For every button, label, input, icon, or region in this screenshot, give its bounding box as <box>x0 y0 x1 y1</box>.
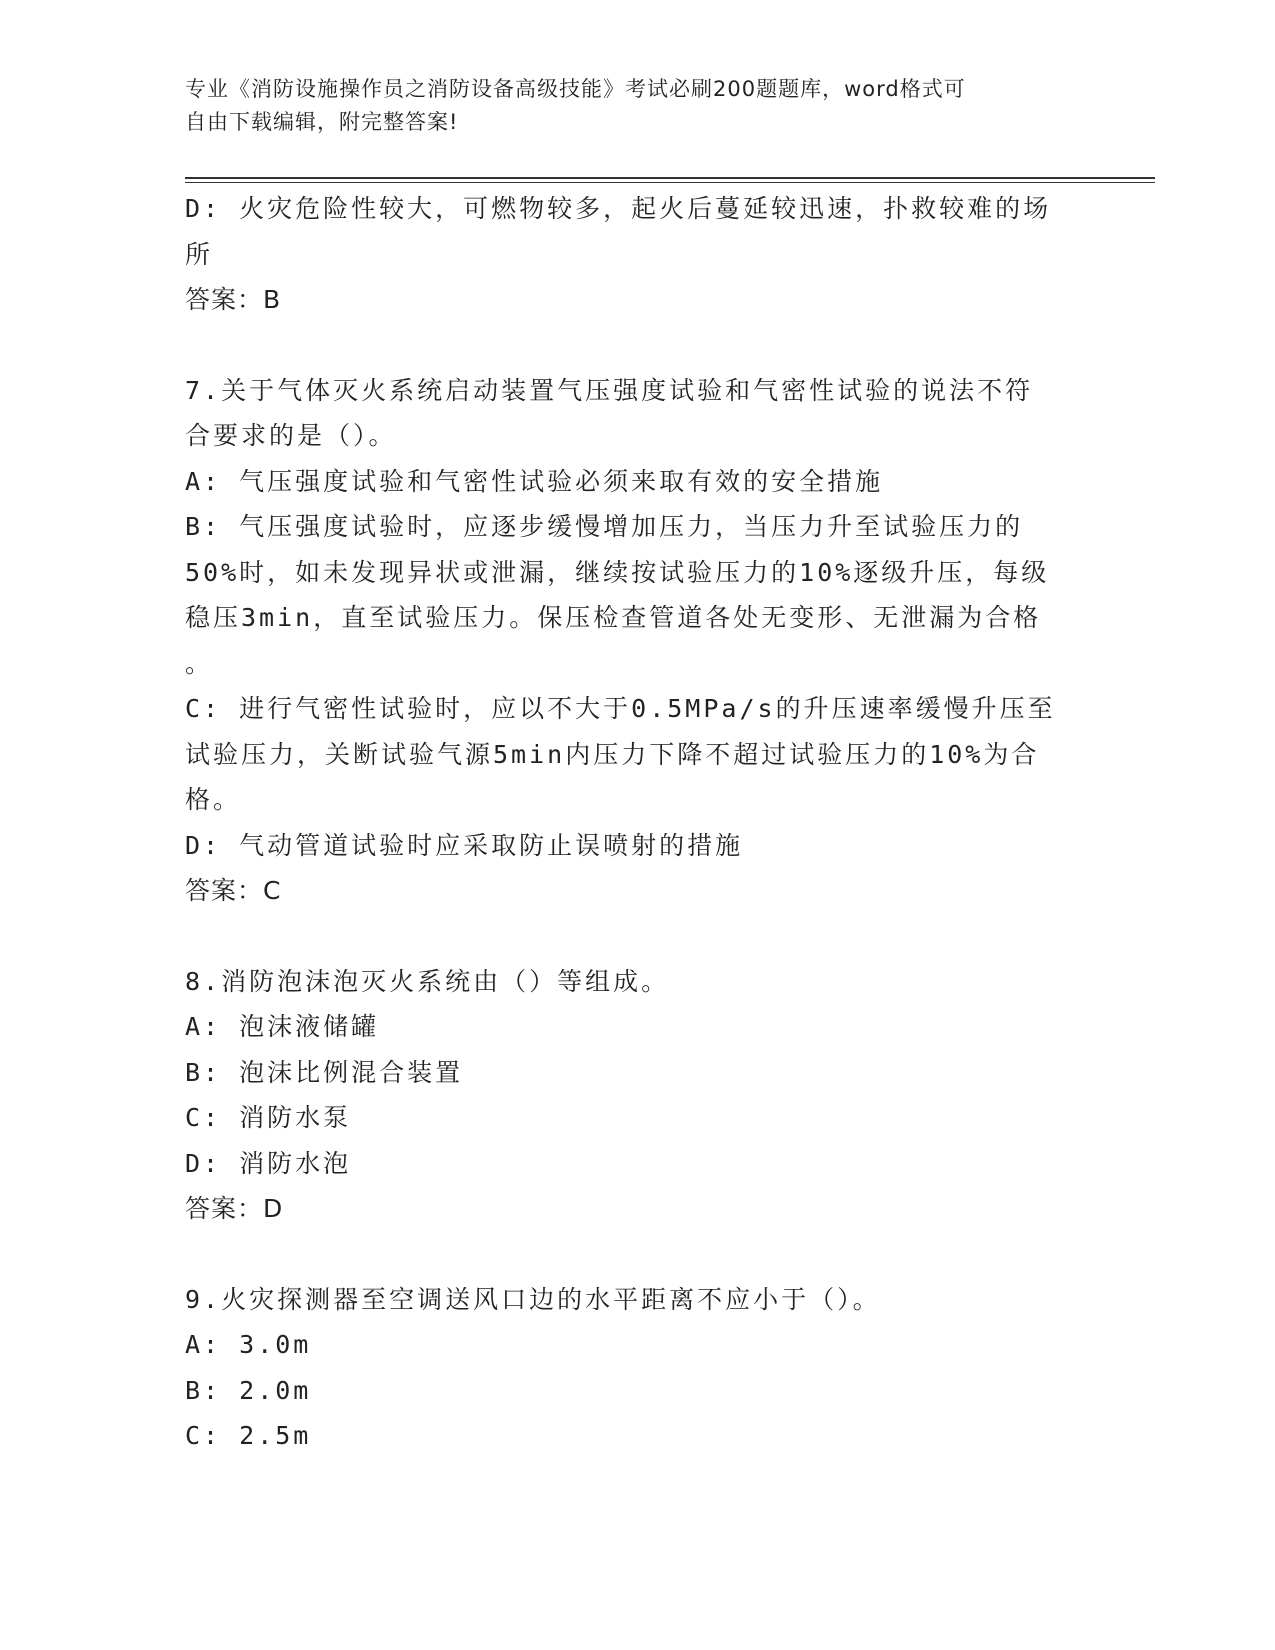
answer-label: 答案：D <box>185 1194 284 1223</box>
option-d-line-1: D: 火灾危险性较大，可燃物较多，起火后蔓延较迅速，扑救较难的场 <box>185 194 1052 223</box>
option-d-line-2: 所 <box>185 239 214 269</box>
option-b-line-4: 。 <box>185 648 214 678</box>
question-list <box>185 186 1065 1459</box>
question-spacer <box>185 1232 1065 1277</box>
document-page <box>185 0 1155 1650</box>
option-c: C: 消防水泵 <box>185 1103 352 1132</box>
option-c-line-3: 格。 <box>185 785 242 814</box>
question-6-tail <box>185 186 1065 323</box>
option-b: B: 泡沫比例混合装置 <box>185 1057 464 1087</box>
answer-label: 答案：B <box>185 285 282 314</box>
question-8 <box>185 959 1065 1232</box>
question-7 <box>185 368 1065 914</box>
option-c-line-2: 试验压力，关断试验气源5min内压力下降不超过试验压力的10%为合 <box>185 739 1040 769</box>
question-stem-line-2: 合要求的是（）。 <box>185 421 397 450</box>
question-9 <box>185 1277 1065 1459</box>
header-divider <box>185 177 1155 183</box>
option-b-line-1: B: 气压强度试验时，应逐步缓慢增加压力，当压力升至试验压力的 <box>185 512 1024 541</box>
document-header <box>185 73 1045 139</box>
question-spacer <box>185 323 1065 368</box>
question-stem-line-1: 7.关于气体灭火系统启动装置气压强度试验和气密性试验的说法不符 <box>185 375 1034 405</box>
option-b-line-3: 稳压3min，直至试验压力。保压检查管道各处无变形、无泄漏为合格 <box>185 603 1042 632</box>
option-a: A: 3.0m <box>185 1330 312 1359</box>
option-d: D: 消防水泡 <box>185 1148 352 1178</box>
answer-label: 答案：C <box>185 876 282 905</box>
option-c: C: 2.5m <box>185 1421 312 1450</box>
option-a: A: 泡沫液储罐 <box>185 1012 380 1041</box>
question-stem: 8.消防泡沫泡灭火系统由（）等组成。 <box>185 966 670 996</box>
header-line-2: 自由下载编辑，附完整答案! <box>185 110 459 134</box>
option-b-line-2: 50%时，如未发现异状或泄漏，继续按试验压力的10%逐级升压，每级 <box>185 557 1050 587</box>
question-stem: 9.火灾探测器至空调送风口边的水平距离不应小于（）。 <box>185 1284 881 1314</box>
option-a: A: 气压强度试验和气密性试验必须来取有效的安全措施 <box>185 466 884 496</box>
option-c-line-1: C: 进行气密性试验时，应以不大于0.5MPa/s的升压速率缓慢升压至 <box>185 694 1056 723</box>
header-line-1: 专业《消防设施操作员之消防设备高级技能》考试必刷200题题库，word格式可 <box>185 77 966 101</box>
option-b: B: 2.0m <box>185 1375 312 1405</box>
option-d: D: 气动管道试验时应采取防止误喷射的措施 <box>185 830 744 860</box>
question-spacer <box>185 914 1065 959</box>
